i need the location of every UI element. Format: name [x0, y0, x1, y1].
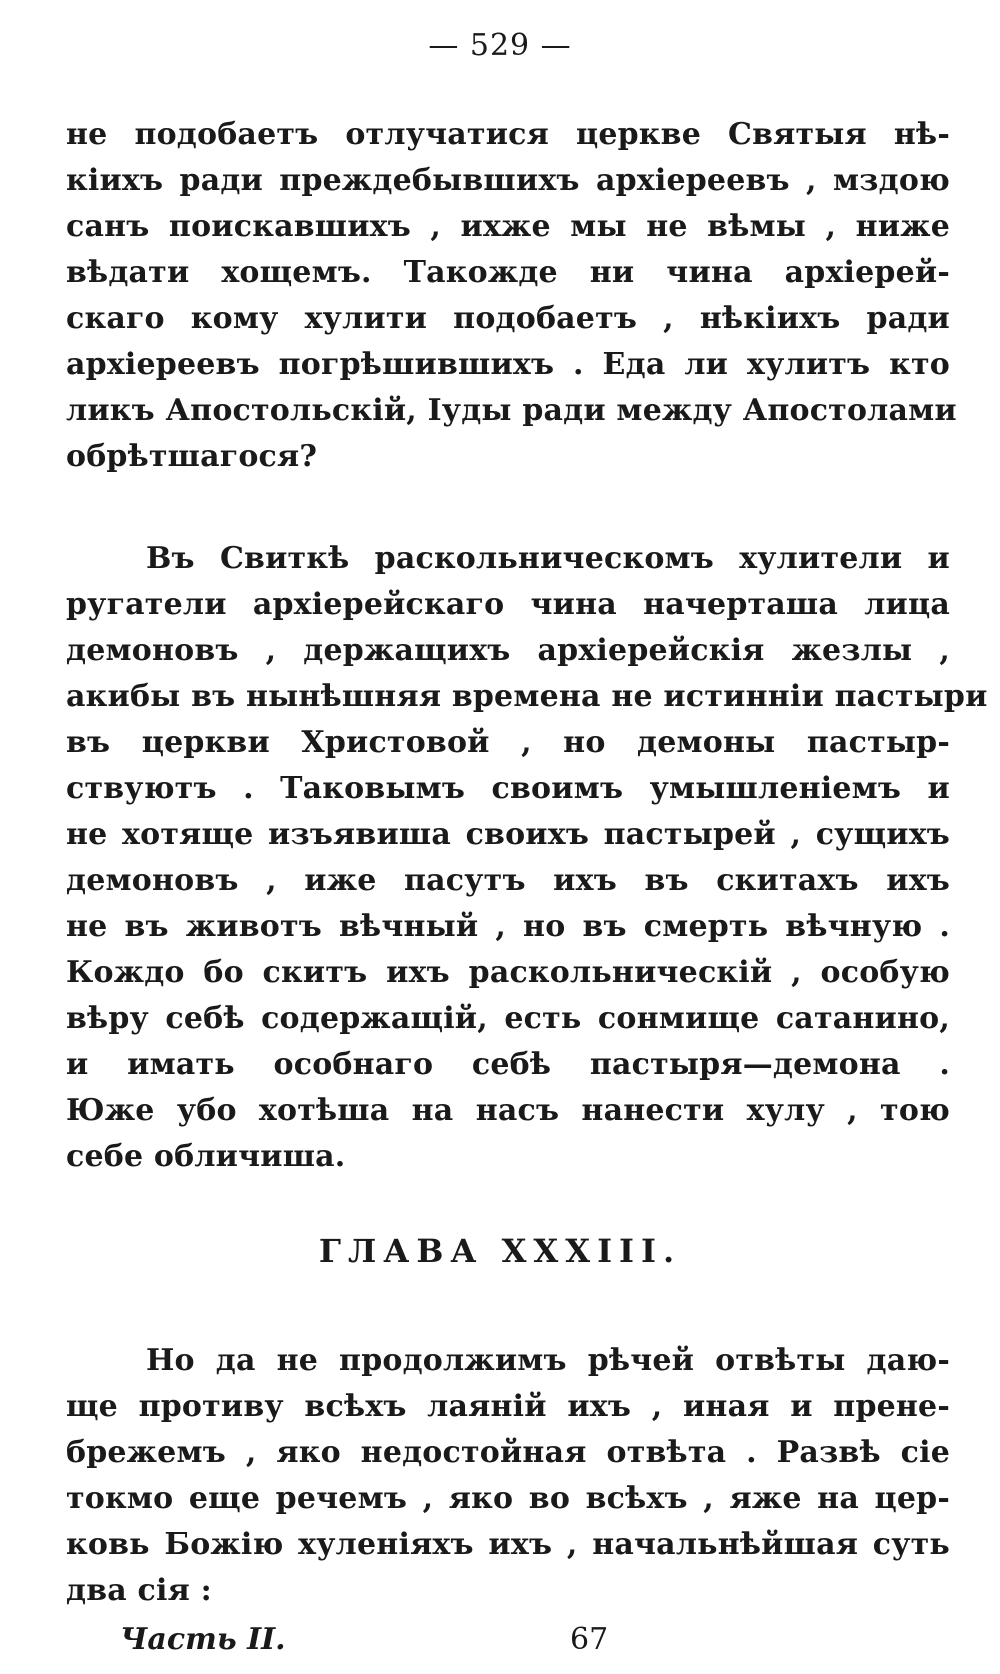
text-line: и имать особнаго себѣ пастыря—демона .	[66, 1047, 950, 1082]
text-line: въ церкви Христовой , но демоны пастыр-	[66, 725, 950, 760]
paragraph-2	[66, 536, 988, 1180]
text-line: Въ Свиткѣ раскольническомъ хулители и	[146, 541, 950, 576]
paragraph-3	[66, 1338, 950, 1614]
text-line: ругатели архіерейскаго чина начерташа лица	[66, 587, 950, 622]
text-line: Юже убо хотѣша на насъ нанести хулу , тою	[66, 1093, 950, 1128]
text-line: два сія :	[66, 1573, 212, 1608]
text-line: не хотяще изъявиша своихъ пастырей , сущихъ	[66, 817, 950, 852]
text-line: себе обличиша.	[66, 1139, 346, 1174]
signature-number: 67	[570, 1622, 609, 1657]
text-line: ковь Божію хуленіяхъ ихъ , начальнѣйшая суть	[66, 1527, 950, 1562]
text-line: демоновъ , держащихъ архіерейскія жезлы ,	[66, 633, 950, 668]
text-line: кіихъ ради преждебывшихъ архіереевъ , мздою	[66, 163, 950, 198]
text-line: Кождо бо скитъ ихъ раскольническій , особую	[66, 955, 950, 990]
text-line: обрѣтшагося?	[66, 439, 318, 474]
text-line: акибы въ нынѣшняя времена не истинніи пастыри	[66, 679, 988, 714]
text-line: скаго кому хулити подобаетъ , нѣкіихъ ради	[66, 301, 950, 336]
text-line: демоновъ , иже пасутъ ихъ въ скитахъ ихъ	[66, 863, 950, 898]
text-line: ствуютъ . Таковымъ своимъ умышленіемъ и	[66, 771, 950, 806]
chapter-heading: ГЛАВА XXXIII.	[318, 1232, 682, 1270]
text-line: токмо еще речемъ , яко во всѣхъ , яже на цер-	[66, 1481, 950, 1516]
text-line: санъ поискавшихъ , ихже мы не вѣмы , ниже	[66, 209, 950, 244]
text-line: вѣдати хощемъ. Такожде ни чина архіерей-	[66, 255, 950, 290]
text-line: не подобаетъ отлучатися церкве Святыя нѣ-	[66, 117, 950, 152]
page-footer	[120, 1622, 640, 1662]
text-line: вѣру себѣ содержащій, есть сонмище сатанино,	[66, 1001, 950, 1036]
text-line: ликъ Апостольскій, Іуды ради между Апостолами	[66, 393, 957, 428]
text-line: Но да не продолжимъ рѣчей отвѣты даю-	[146, 1343, 950, 1378]
text-line: не въ животъ вѣчный , но въ смерть вѣчную .	[66, 909, 950, 944]
text-line: архіереевъ погрѣшившихъ . Еда ли хулитъ кто	[66, 347, 950, 382]
text-line: ще противу всѣхъ лаяній ихъ , иная и пренe-	[66, 1389, 950, 1424]
text-line: брежемъ , яко недостойная отвѣта . Развѣ сіе	[66, 1435, 950, 1470]
signature-label: Часть II.	[120, 1622, 286, 1657]
paragraph-1	[66, 112, 957, 480]
page-number: — 529 —	[428, 28, 572, 63]
